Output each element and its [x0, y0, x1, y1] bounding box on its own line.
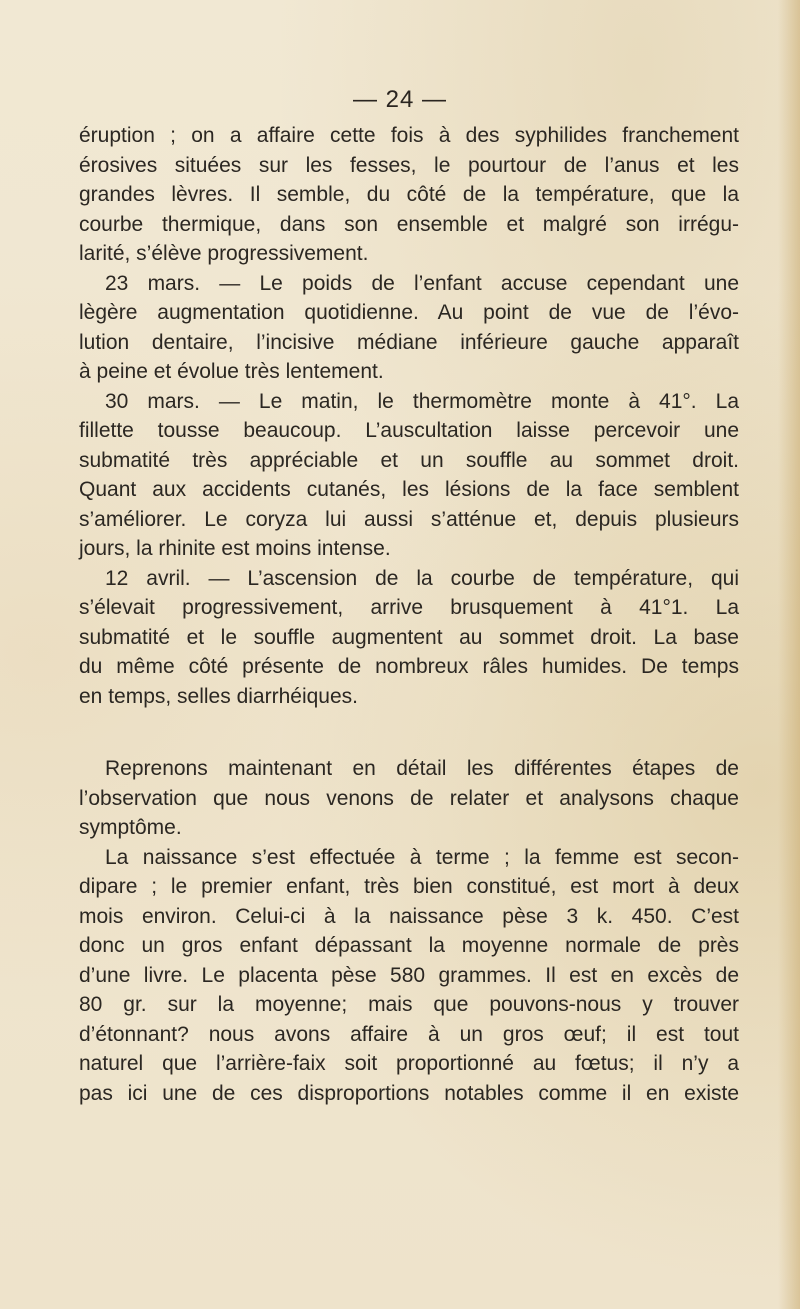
text-line: courbe thermique, dans son ensemble et malgré son irrégu- — [79, 212, 739, 236]
text-line: pas ici une de ces disproportions notables comme il en existe — [79, 1081, 739, 1105]
text-line: submatité très appréciable et un souffle au sommet droit. — [79, 448, 739, 472]
text-line: 30 mars. — Le matin, le thermomètre monte à 41°. La — [105, 389, 739, 413]
text-line: érosives situées sur les fesses, le pourtour de l’anus et les — [79, 153, 739, 177]
text-line: l’observation que nous venons de relater et analysons chaque — [79, 786, 739, 810]
text-line: d’étonnant? nous avons affaire à un gros œuf; il est tout — [79, 1022, 739, 1046]
text-line: à peine et évolue très lentement. — [79, 360, 384, 383]
text-line: 12 avril. — L’ascension de la courbe de température, qui — [105, 566, 739, 590]
paragraph-30-mars — [79, 387, 739, 564]
text-line: lègère augmentation quotidienne. Au point de vue de l’évo- — [79, 301, 739, 324]
paragraph-syphilides — [79, 121, 739, 269]
text-line: éruption ; on a affaire cette fois à des syphilides franchement — [79, 124, 739, 147]
paragraph-naissance — [79, 843, 739, 1109]
paragraph-reprenons — [79, 754, 739, 843]
text-line: s’élevait progressivement, arrive brusquement à 41°1. La — [79, 596, 739, 619]
body-text — [79, 121, 739, 1108]
text-line: 23 mars. — Le poids de l’enfant accuse cependant une — [105, 271, 739, 295]
text-line: Reprenons maintenant en détail les différentes étapes de — [105, 757, 739, 780]
page-number: — 24 — — [352, 86, 448, 113]
text-line: larité, s’élève progressivement. — [79, 242, 369, 265]
text-line: s’améliorer. Le coryza lui aussi s’atténue et, depuis plusieurs — [79, 507, 739, 531]
text-line: 80 gr. sur la moyenne; mais que pouvons-nous y trouver — [79, 993, 739, 1016]
text-line: fillette tousse beaucoup. L’auscultation laisse percevoir une — [79, 419, 739, 442]
text-line: symptôme. — [79, 816, 182, 839]
text-line: jours, la rhinite est moins intense. — [79, 537, 391, 560]
paragraph-12-avril — [79, 564, 739, 712]
text-line: du même côté présente de nombreux râles humides. De temps — [79, 655, 739, 678]
text-line: lution dentaire, l’incisive médiane inférieure gauche apparaît — [79, 330, 739, 354]
text-line: dipare ; le premier enfant, très bien constitué, est mort à deux — [79, 875, 739, 898]
paragraph-23-mars — [79, 269, 739, 387]
text-line: submatité et le souffle augmentent au sommet droit. La base — [79, 625, 739, 649]
page-edge-shading — [778, 0, 800, 1309]
text-line: donc un gros enfant dépassant la moyenne normale de près — [79, 934, 739, 957]
text-line: en temps, selles diarrhéiques. — [79, 684, 358, 708]
text-line: Quant aux accidents cutanés, les lésions de la face semblent — [79, 478, 739, 501]
text-line: d’une livre. Le placenta pèse 580 grammes. Il est en excès de — [79, 963, 739, 987]
text-line: naturel que l’arrière-faix soit proportionné au fœtus; il n’y a — [79, 1052, 739, 1075]
text-line: mois environ. Celui-ci à la naissance pèse 3 k. 450. C’est — [79, 904, 739, 928]
text-line: grandes lèvres. Il semble, du côté de la température, que la — [79, 183, 739, 206]
text-line: La naissance s’est effectuée à terme ; la femme est secon- — [105, 845, 739, 869]
section-gap — [79, 711, 739, 754]
